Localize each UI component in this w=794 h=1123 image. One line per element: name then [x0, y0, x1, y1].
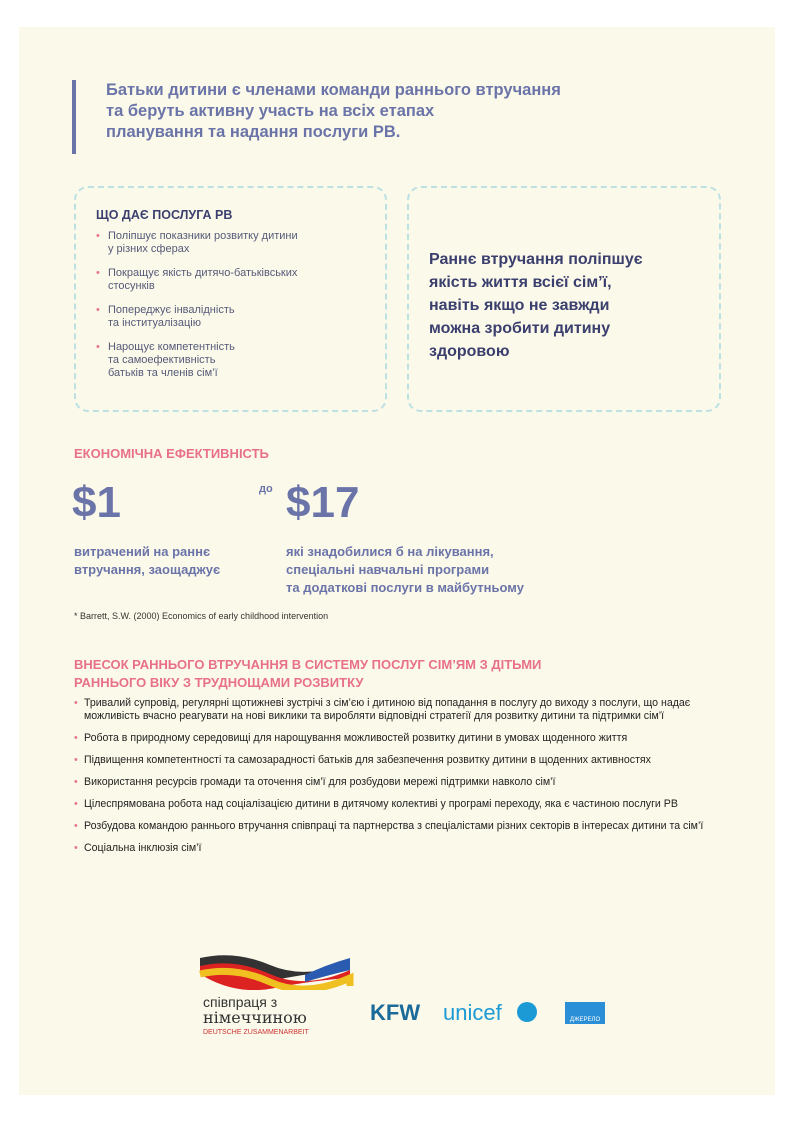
kfw-logo: KFW — [370, 1000, 421, 1025]
unicef-emblem-icon — [517, 1002, 537, 1022]
benefit-item: • Поліпшує показники розвитку дитини у різних сферах — [96, 230, 365, 256]
to-label: до — [259, 483, 273, 495]
list-item: • Розбудова командою раннього втручання співпраці та партнерства з спеціалістами різних секторів в інтересах дитини та сім’ї — [74, 820, 724, 833]
flag-ribbon-icon — [195, 950, 355, 990]
benefit-item: • Попереджує інвалідність та інституалізацію — [96, 304, 365, 330]
partner-logos — [195, 950, 625, 1045]
dzherelo-logo: ДЖЕРЕЛО — [565, 1002, 605, 1024]
list-item: • Цілеспрямована робота над соціалізацією дитини в дитячому колективі у програмі переходу, яка є частиною послуги РВ — [74, 798, 724, 811]
list-item: • Соціальна інклюзія сім’ї — [74, 842, 724, 855]
benefits-title: ЩО ДАЄ ПОСЛУГА РВ — [96, 208, 233, 222]
contribution-title: ВНЕСОК РАННЬОГО ВТРУЧАННЯ В СИСТЕМУ ПОСЛУГ СІМ’ЯМ З ДІТЬМИ РАННЬОГО ВІКУ З ТРУДНОЩАМИ РОЗВИТКУ — [74, 657, 542, 690]
contribution-list — [74, 697, 724, 864]
list-item: • Використання ресурсів громади та оточення сім’ї для розбудови мережі підтримки навколо сім’ї — [74, 776, 724, 789]
citation-note: * Barrett, S.W. (2000) Economics of early childhood intervention — [74, 611, 329, 621]
list-item: • Тривалий супровід, регулярні щотижневі зустрічі з сім’єю і дитиною від попадання в послугу до виходу з послуги, що надає можливість вчасно реагувати на нові виклики та виробляти відповідні стратегії для розвитку дитини та підтримки сім’ї — [74, 697, 724, 723]
list-item: • Робота в природному середовищі для нарощування можливостей розвитку дитини в умовах щоденного життя — [74, 732, 724, 745]
benefit-item: • Нарощує компетентність та самоефективність батьків та членів сім’ї — [96, 341, 365, 380]
benefit-item: • Покращує якість дитячо-батьківських стосунків — [96, 267, 365, 293]
spent-text: витрачений на раннє втручання, заощаджує — [74, 544, 221, 577]
list-item: • Підвищення компетентності та самозарадності батьків для забезпечення розвитку дитини в щоденних активностях — [74, 754, 724, 767]
giz-logo: співпраця з німеччиною DEUTSCHE ZUSAMMENARBEIT — [203, 994, 309, 1036]
highlight-text: Раннє втручання поліпшує якість життя всієї сім’ї, навіть якщо не завжди можна зробити дитину здоровою — [429, 251, 643, 360]
economics-title: ЕКОНОМІЧНА ЕФЕКТИВНІСТЬ — [74, 446, 269, 461]
intro-quote: Батьки дитини є членами команди раннього втручання та беруть активну участь на всіх етапах планування та надання послуги РВ. — [72, 80, 561, 154]
saved-amount: $17 — [286, 478, 360, 527]
benefits-box — [74, 186, 387, 412]
saved-text: які знадобилися б на лікування, спеціальні навчальні програми та додаткові послуги в майбутньому — [286, 544, 524, 595]
unicef-logo: unicef — [443, 1000, 502, 1025]
highlight-box — [407, 186, 721, 412]
spent-amount: $1 — [72, 478, 121, 527]
